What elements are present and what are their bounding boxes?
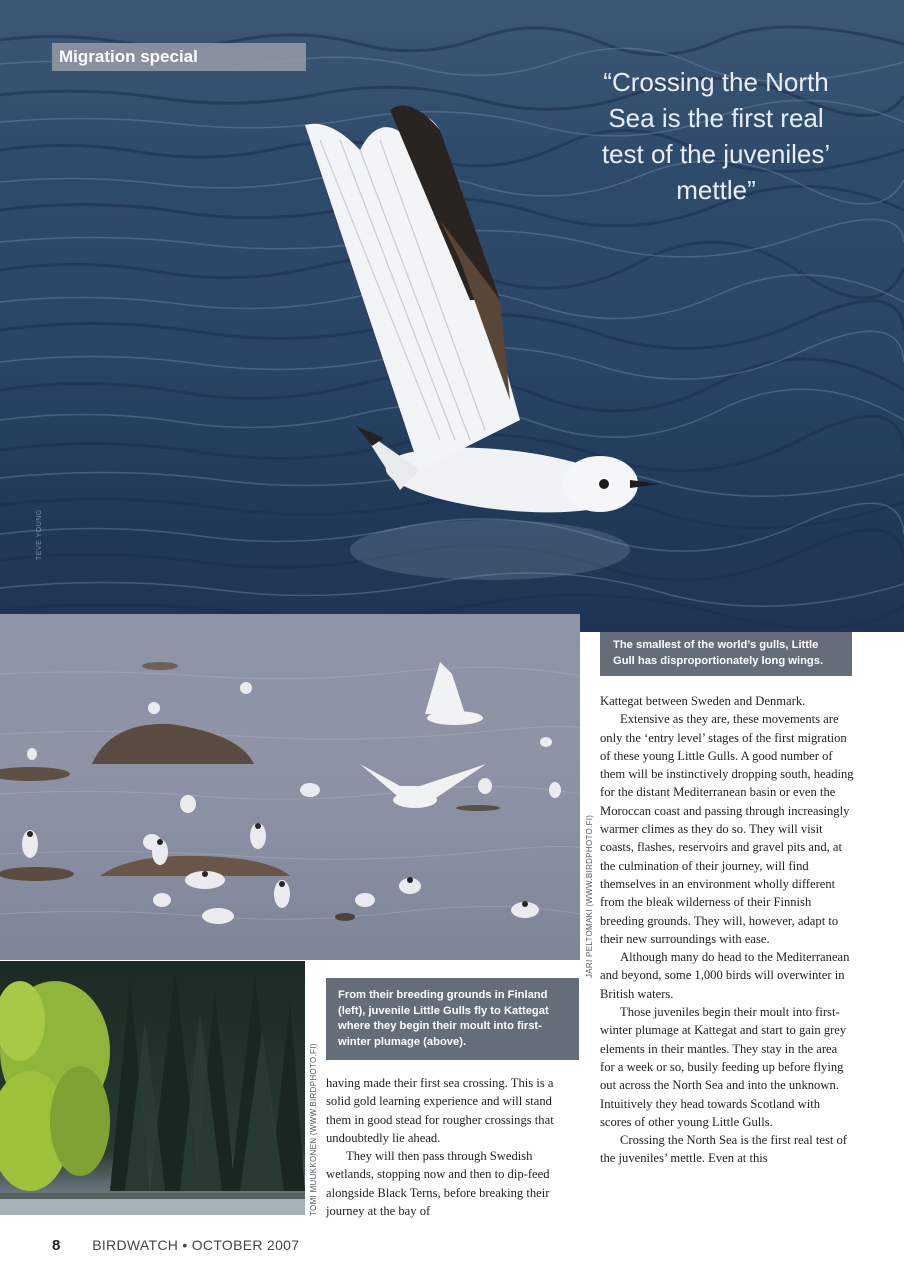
page-footer [52, 1237, 299, 1254]
caption-breeding-grounds: From their breeding grounds in Finland (left), juvenile Little Gulls fly to Kattegat where they begin their moult into first-winter plumage (above). [326, 978, 579, 1060]
forest-scene [0, 961, 305, 1215]
photo-credit-top: TEVE YOUNG [36, 509, 43, 560]
body-paragraph: Those juveniles begin their moult into first-winter plumage at Kattegat and start to gain grey elements in their mantles. They stay in the area for a week or so, busily feeding up before flying out across the North Sea and into the unknown. Intuitively they head towards Scotland with scores of other young Little Gulls. [600, 1005, 847, 1129]
body-paragraph: Kattegat between Sweden and Denmark. [600, 694, 806, 708]
publication-line: BIRDWATCH • OCTOBER 2007 [92, 1237, 300, 1253]
photo-credit-lower: TOMI MUUKKONEN (WWW.BIRDPHOTO.FI) [309, 1043, 318, 1216]
pull-quote: “Crossing the North Sea is the first real test of the juveniles’ mettle” [601, 67, 831, 205]
body-paragraph: having made their first sea crossing. This is a solid gold learning experience and will stand them in good stead for rougher crossings that undoubtedly lie ahead. [326, 1076, 554, 1145]
body-paragraph: Although many do head to the Mediterranean and beyond, some 1,000 birds will overwinter in British waters. [600, 950, 850, 1001]
body-column-left [326, 1074, 580, 1220]
body-paragraph: They will then pass through Swedish wetlands, stopping now and then to dip-feed alongside Black Terns, before breaking their journey at the bay of [326, 1149, 550, 1219]
little-gull-photo [0, 0, 904, 632]
page-number: 8 [52, 1237, 61, 1254]
body-column-right [600, 692, 854, 1168]
section-tag: Migration special [52, 43, 306, 71]
body-paragraph: Crossing the North Sea is the first real test of the juveniles’ mettle. Even at this [600, 1133, 847, 1166]
body-paragraph: Extensive as they are, these movements are only the ‘entry level’ stages of the first migration of these young Little Gulls. A good number of them will be instinctively dropping south, heading for the distant Mediterranean basin or even the Moroccan coast and passing through increasingly warmer climes as they do so. They will visit coasts, flashes, reservoirs and gravel pits and, at the culmination of their journey, will find themselves in an environment wholly different from the bleak wilderness of their Finnish breeding grounds. They will, however, adapt to their new surroundings with ease. [600, 712, 854, 946]
gull-flock-photo [0, 614, 580, 960]
finland-forest-photo [0, 961, 305, 1215]
photo-credit-middle: JARI PELTOMAKI (WWW.BIRDPHOTO.FI) [585, 814, 594, 978]
flock-scene [0, 614, 580, 960]
caption-little-gull: The smallest of the world’s gulls, Little Gull has disproportionately long wings. [600, 632, 852, 676]
